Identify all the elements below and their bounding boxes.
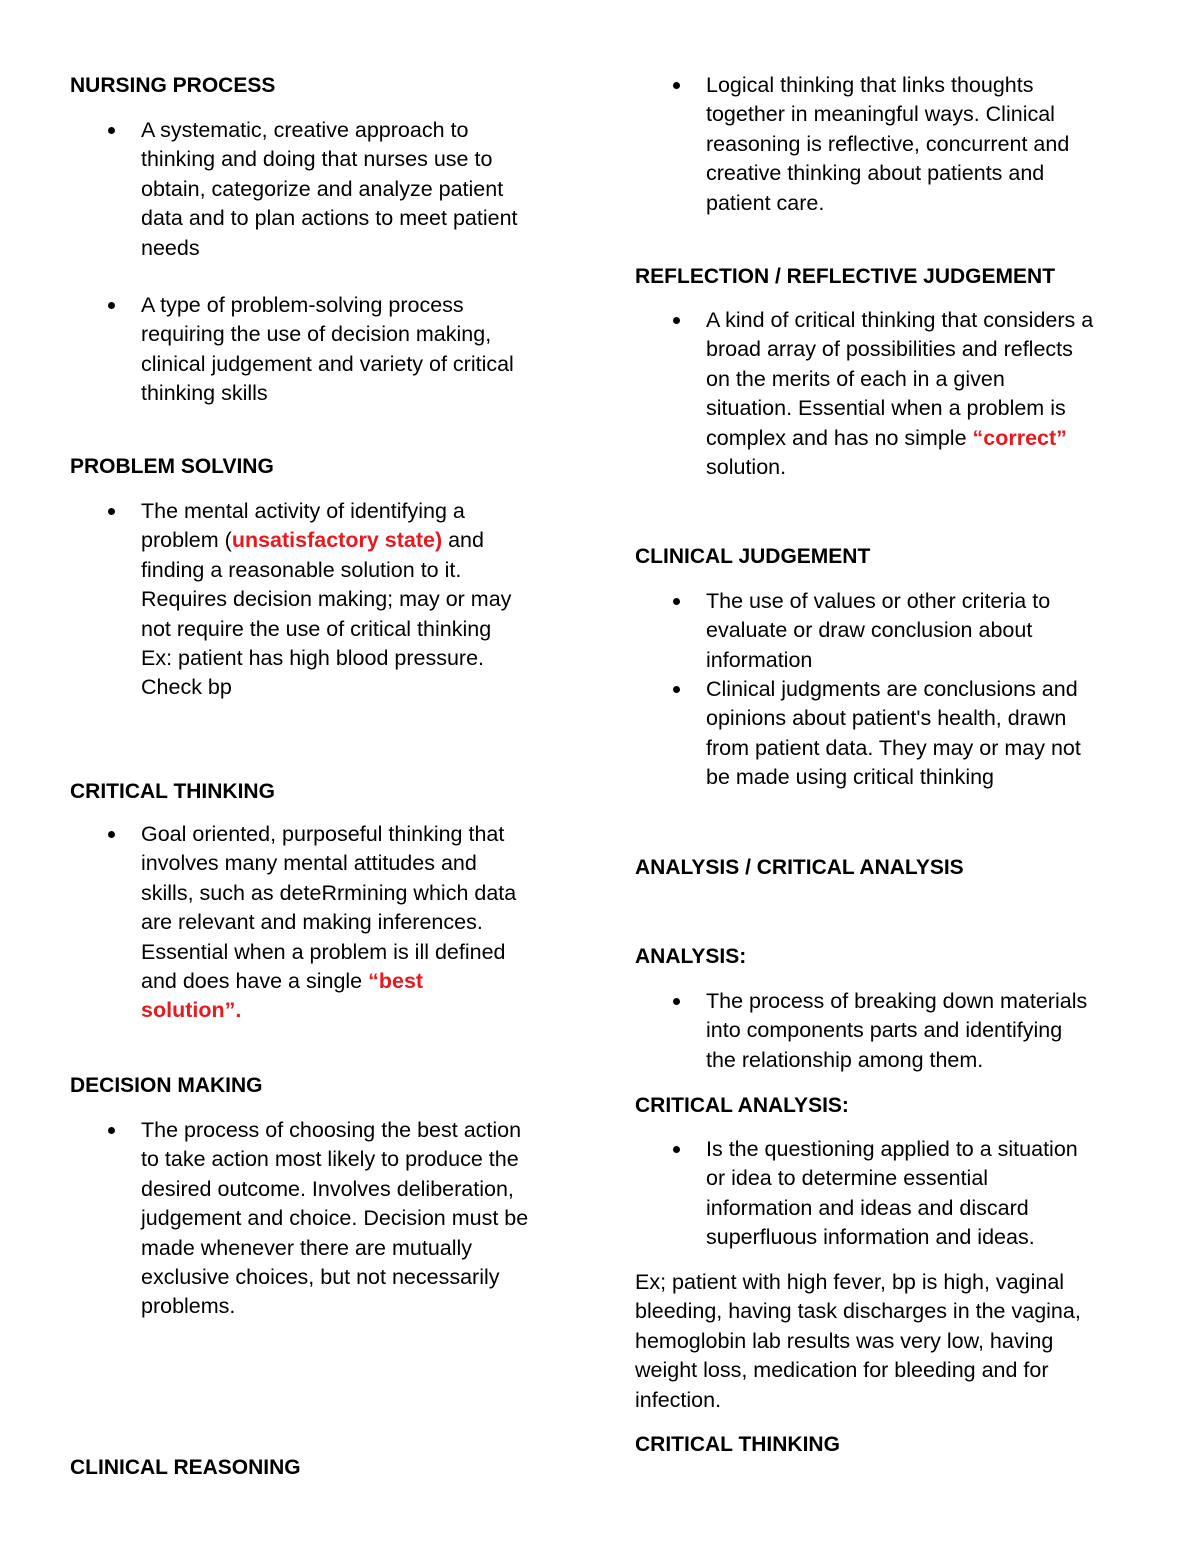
bullet-dot-icon <box>673 998 680 1005</box>
text-line: are relevant and making inferences. <box>141 910 483 935</box>
text-line: The mental activity of identifying a <box>141 499 465 523</box>
text-line: Requires decision making; may or may <box>141 587 512 612</box>
text-line: Is the questioning applied to a situation <box>706 1137 1078 1161</box>
heading-nursing-process: NURSING PROCESS <box>70 74 276 97</box>
heading-clinical-judgement: CLINICAL JUDGEMENT <box>635 545 871 568</box>
text-line: weight loss, medication for bleeding and for <box>635 1358 1049 1383</box>
bullet-dot-icon <box>108 1127 115 1134</box>
heading-clinical-reasoning: CLINICAL REASONING <box>70 1456 301 1479</box>
text-line: together in meaningful ways. Clinical <box>706 102 1055 127</box>
text-line: obtain, categorize and analyze patient <box>141 176 504 201</box>
text-line: or idea to determine essential <box>706 1166 989 1191</box>
text-line: information and ideas and discard <box>706 1195 1029 1220</box>
text-line: Essential when a problem is ill defined <box>141 939 506 964</box>
text-line: thinking and doing that nurses use to <box>141 147 493 172</box>
text-line: needs <box>141 235 200 260</box>
emphasis-unsatisfactory-state: unsatisfactory state) <box>231 528 443 553</box>
text-line: Goal oriented, purposeful thinking that <box>141 822 505 846</box>
text-line: problem (unsatisfactory state) and <box>141 528 484 553</box>
text-line: Logical thinking that links thoughts <box>706 73 1034 97</box>
text-line: bleeding, having task discharges in the vagina, <box>635 1299 1081 1324</box>
text-line: involves many mental attitudes and <box>141 851 477 876</box>
bullet-dot-icon <box>108 508 115 515</box>
text-line: The use of values or other criteria to <box>706 589 1051 613</box>
text-line: Clinical judgments are conclusions and <box>706 677 1078 701</box>
text-line: creative thinking about patients and <box>706 161 1045 186</box>
text-line: Ex: patient has high blood pressure. <box>141 646 485 671</box>
heading-critical-thinking-2: CRITICAL THINKING <box>635 1433 840 1456</box>
heading-critical-analysis: CRITICAL ANALYSIS: <box>635 1094 849 1117</box>
emphasis-solution: solution”. <box>141 998 242 1023</box>
emphasis-best: “best <box>368 969 424 994</box>
text-line: infection. <box>635 1387 722 1412</box>
text-line: Ex; patient with high fever, bp is high, vaginal <box>635 1270 1065 1294</box>
text-line: be made using critical thinking <box>706 765 995 790</box>
text-line: the relationship among them. <box>706 1047 984 1072</box>
heading-analysis-critical-analysis: ANALYSIS / CRITICAL ANALYSIS <box>635 856 964 879</box>
bullet-dot-icon <box>673 82 680 89</box>
bullet-dot-icon <box>673 598 680 605</box>
bullet-dot-icon <box>673 317 680 324</box>
text-line: data and to plan actions to meet patient <box>141 206 518 231</box>
text-line: information <box>706 647 813 672</box>
text-line: problems. <box>141 1294 236 1319</box>
text-line: complex and has no simple “correct” <box>706 425 1067 450</box>
text-line: and does have a single “best <box>141 969 424 994</box>
text-line: reasoning is reflective, concurrent and <box>706 131 1070 156</box>
bullet-dot-icon <box>108 831 115 838</box>
text-line: requiring the use of decision making, <box>141 322 492 347</box>
text-line: into components parts and identifying <box>706 1018 1063 1043</box>
text-line: broad array of possibilities and reflects <box>706 337 1073 362</box>
bullet-dot-icon <box>108 127 115 134</box>
emphasis-correct: “correct” <box>972 425 1067 450</box>
heading-decision-making: DECISION MAKING <box>70 1074 263 1097</box>
text-line: evaluate or draw conclusion about <box>706 618 1033 643</box>
text-line: A type of problem-solving process <box>141 293 464 317</box>
text-line: not require the use of critical thinking <box>141 616 492 641</box>
text-line: on the merits of each in a given <box>706 366 1005 391</box>
text-line: skills, such as deteRrmining which data <box>141 880 517 905</box>
heading-problem-solving: PROBLEM SOLVING <box>70 455 274 478</box>
text-line: A systematic, creative approach to <box>141 118 469 142</box>
heading-analysis: ANALYSIS: <box>635 945 747 968</box>
text-line: situation. Essential when a problem is <box>706 396 1066 421</box>
text-line: thinking skills <box>141 381 268 406</box>
text-line: exclusive choices, but not necessarily <box>141 1265 500 1290</box>
text-line: solution. <box>706 455 787 480</box>
bullet-dot-icon <box>108 302 115 309</box>
text-line: patient care. <box>706 190 825 215</box>
text-line: hemoglobin lab results was very low, having <box>635 1328 1054 1353</box>
text-line: clinical judgement and variety of critical <box>141 351 514 376</box>
text-line: finding a reasonable solution to it. <box>141 557 462 582</box>
bullet-dot-icon <box>673 1146 680 1153</box>
text-line: from patient data. They may or may not <box>706 735 1081 760</box>
text-line: made whenever there are mutually <box>141 1235 473 1260</box>
text-line: desired outcome. Involves deliberation, <box>141 1176 514 1201</box>
heading-critical-thinking: CRITICAL THINKING <box>70 780 275 803</box>
text-line: The process of choosing the best action <box>141 1118 522 1142</box>
bullet-dot-icon <box>673 686 680 693</box>
text-line: judgement and choice. Decision must be <box>141 1206 529 1231</box>
text-line: superfluous information and ideas. <box>706 1225 1035 1250</box>
text-line: A kind of critical thinking that considers a <box>706 308 1094 332</box>
example-paragraph <box>635 1268 1081 1415</box>
text-line: to take action most likely to produce the <box>141 1147 519 1172</box>
text-line: The process of breaking down materials <box>706 989 1088 1013</box>
heading-reflection: REFLECTION / REFLECTIVE JUDGEMENT <box>635 265 1056 288</box>
text-line: Check bp <box>141 675 232 700</box>
text-line: opinions about patient's health, drawn <box>706 706 1067 731</box>
